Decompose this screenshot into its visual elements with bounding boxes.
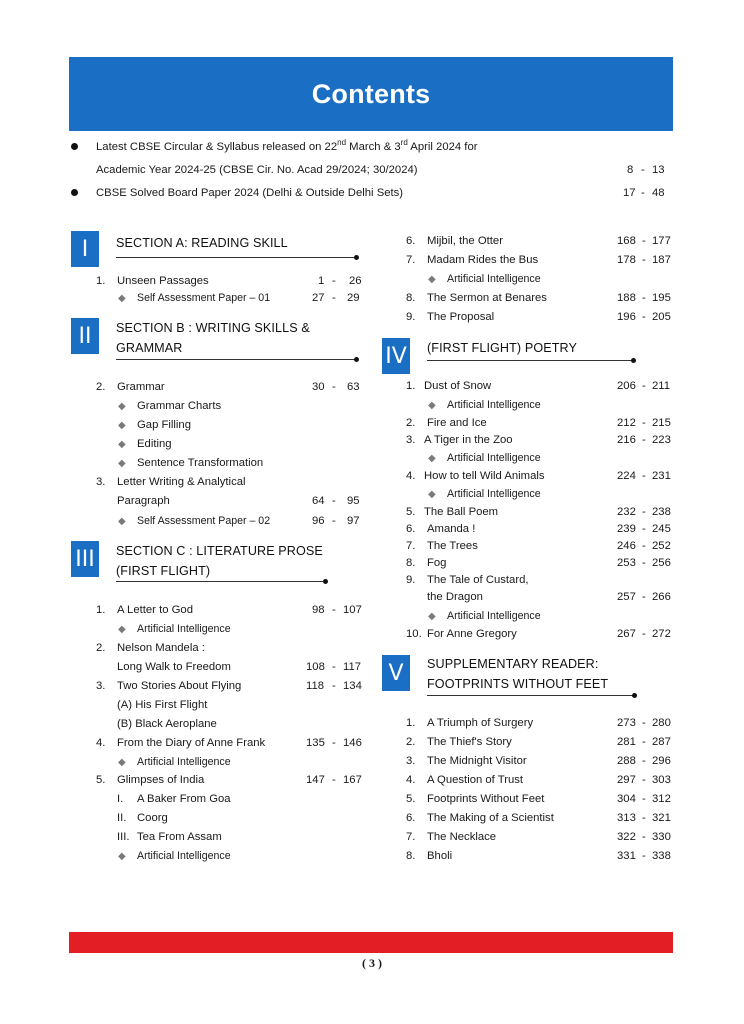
diamond-bullet-icon: ◆ <box>118 420 126 431</box>
sub-item-title: Grammar Charts <box>137 400 222 412</box>
item-number: 1. <box>96 275 106 287</box>
page-from: 1 <box>318 275 325 287</box>
item-number: 9. <box>406 574 416 586</box>
page-dash: - <box>642 417 646 429</box>
page-from: 281 <box>617 736 636 748</box>
page-dash: - <box>642 380 646 392</box>
page-dash: - <box>332 661 336 673</box>
item-title: (A) His First Flight <box>117 699 208 711</box>
section-3-title-line-2: (FIRST FLIGHT) <box>116 564 211 578</box>
item-title: Tea From Assam <box>137 831 222 843</box>
item-title: (B) Black Aeroplane <box>117 718 217 730</box>
page-from: 64 <box>312 495 325 507</box>
diamond-bullet-icon: ◆ <box>428 489 436 500</box>
page-to: 177 <box>652 235 671 247</box>
item-number: 5. <box>96 774 106 786</box>
sub-item-title: Self Assessment Paper – 02 <box>137 515 271 527</box>
item-title: Coorg <box>137 812 168 824</box>
page-dash: - <box>332 275 336 287</box>
section-3-title-line-1: SECTION C : LITERATURE PROSE <box>116 544 323 558</box>
intro-item-2-page-to: 48 <box>652 187 665 199</box>
page-from: 239 <box>617 523 636 535</box>
page-dash: - <box>642 470 646 482</box>
item-number: 2. <box>96 642 106 654</box>
item-number: 2. <box>406 417 416 429</box>
page-dash: - <box>642 557 646 569</box>
item-title: The Tale of Custard, <box>427 574 529 586</box>
item-number: 4. <box>406 774 416 786</box>
page-to: 287 <box>652 736 671 748</box>
page-from: 232 <box>617 506 636 518</box>
item-title: For Anne Gregory <box>427 628 517 640</box>
page-to: 97 <box>347 515 360 527</box>
section-2-rule <box>116 359 356 360</box>
page-dash: - <box>642 793 646 805</box>
sub-item-title: Artificial Intelligence <box>447 399 541 411</box>
page-dash: - <box>642 311 646 323</box>
item-title: Madam Rides the Bus <box>427 254 539 266</box>
item-number: 8. <box>406 557 416 569</box>
page-from: 331 <box>617 850 636 862</box>
sub-item-title: Gap Filling <box>137 419 191 431</box>
page-dash: - <box>332 515 336 527</box>
section-4-title: (FIRST FLIGHT) POETRY <box>427 341 577 355</box>
page-from: 96 <box>312 515 325 527</box>
item-title: The Midnight Visitor <box>427 755 527 767</box>
page-dash: - <box>641 187 645 199</box>
page-to: 266 <box>652 591 671 603</box>
item-roman: III. <box>117 831 130 843</box>
diamond-bullet-icon: ◆ <box>118 293 126 304</box>
item-title: From the Diary of Anne Frank <box>117 737 266 749</box>
page-to: 245 <box>652 523 671 535</box>
page-from: 216 <box>617 434 636 446</box>
page-to: 231 <box>652 470 671 482</box>
sub-item-title: Artificial Intelligence <box>447 610 541 622</box>
item-title: Bholi <box>427 850 453 862</box>
page-from: 135 <box>306 737 325 749</box>
diamond-bullet-icon: ◆ <box>118 458 126 469</box>
page-from: 188 <box>617 292 636 304</box>
item-title: A Tiger in the Zoo <box>424 434 513 446</box>
item-number: 4. <box>96 737 106 749</box>
page-from: 108 <box>306 661 325 673</box>
diamond-bullet-icon: ◆ <box>428 611 436 622</box>
item-title: Amanda ! <box>427 523 476 535</box>
section-5-title-line-2: FOOTPRINTS WITHOUT FEET <box>427 677 609 691</box>
page-to: 167 <box>343 774 362 786</box>
page-from: 30 <box>312 381 325 393</box>
sub-item-title: Artificial Intelligence <box>447 273 541 285</box>
page-dash: - <box>642 540 646 552</box>
item-title: Grammar <box>117 381 165 393</box>
section-2-title-line-1: SECTION B : WRITING SKILLS & <box>116 321 310 335</box>
diamond-bullet-icon: ◆ <box>428 400 436 411</box>
diamond-bullet-icon: ◆ <box>428 453 436 464</box>
diamond-bullet-icon: ◆ <box>118 624 126 635</box>
page-from: 212 <box>617 417 636 429</box>
page-dash: - <box>642 812 646 824</box>
item-title: Paragraph <box>117 495 170 507</box>
page-to: 215 <box>652 417 671 429</box>
item-number: 6. <box>406 523 416 535</box>
page-dash: - <box>642 235 646 247</box>
item-title: Fog <box>427 557 447 569</box>
item-number: 8. <box>406 850 416 862</box>
item-title: Dust of Snow <box>424 380 492 392</box>
bullet-icon <box>71 189 78 196</box>
item-title: Long Walk to Freedom <box>117 661 231 673</box>
page-to: 134 <box>343 680 362 692</box>
page-dash: - <box>642 755 646 767</box>
item-number: 5. <box>406 506 416 518</box>
page-dash: - <box>642 434 646 446</box>
page-dash: - <box>642 717 646 729</box>
item-title: The Proposal <box>427 311 495 323</box>
intro-item-1-line-1: Latest CBSE Circular & Syllabus released on 22nd March & 3rd April 2024 for <box>96 138 478 153</box>
item-roman: II. <box>117 812 127 824</box>
page-to: 63 <box>347 381 360 393</box>
page-to: 330 <box>652 831 671 843</box>
item-number: 3. <box>406 755 416 767</box>
item-title: How to tell Wild Animals <box>424 470 545 482</box>
item-title: The Making of a Scientist <box>427 812 554 824</box>
item-number: 10. <box>406 628 422 640</box>
sub-item-title: Artificial Intelligence <box>137 850 231 862</box>
page-to: 117 <box>343 661 362 673</box>
item-title: the Dragon <box>427 591 483 603</box>
page-dash: - <box>642 523 646 535</box>
page-dash: - <box>332 604 336 616</box>
sub-item-title: Editing <box>137 438 172 450</box>
page-dash: - <box>332 737 336 749</box>
page-from: 257 <box>617 591 636 603</box>
intro-item-1-page-from: 8 <box>627 164 634 176</box>
page-to: 26 <box>349 275 362 287</box>
page-dash: - <box>332 680 336 692</box>
page-dash: - <box>642 292 646 304</box>
page-from: 178 <box>617 254 636 266</box>
diamond-bullet-icon: ◆ <box>118 851 126 862</box>
item-title: A Letter to God <box>117 604 193 616</box>
page-from: 267 <box>617 628 636 640</box>
section-2-numeral: II <box>71 318 99 354</box>
page-dash: - <box>332 292 336 304</box>
page-to: 29 <box>347 292 360 304</box>
page-dash: - <box>332 774 336 786</box>
page-from: 27 <box>312 292 325 304</box>
item-number: 3. <box>406 434 416 446</box>
page-to: 312 <box>652 793 671 805</box>
footer-bar <box>69 932 673 953</box>
page-from: 224 <box>617 470 636 482</box>
item-number: 1. <box>406 380 416 392</box>
sub-item-title: Artificial Intelligence <box>447 488 541 500</box>
item-number: 6. <box>406 235 416 247</box>
bullet-icon <box>71 143 78 150</box>
item-title: Glimpses of India <box>117 774 205 786</box>
item-title: A Question of Trust <box>427 774 524 786</box>
page-to: 107 <box>343 604 362 616</box>
page-dash: - <box>332 381 336 393</box>
item-number: 9. <box>406 311 416 323</box>
page-from: 322 <box>617 831 636 843</box>
item-roman: I. <box>117 793 124 805</box>
item-title: Nelson Mandela : <box>117 642 205 654</box>
item-number: 8. <box>406 292 416 304</box>
page-to: 211 <box>652 380 671 392</box>
intro-item-1-page-to: 13 <box>652 164 665 176</box>
page-to: 272 <box>652 628 671 640</box>
section-3-numeral: III <box>71 541 99 577</box>
page-to: 256 <box>652 557 671 569</box>
item-title: A Baker From Goa <box>137 793 231 805</box>
item-number: 2. <box>96 381 106 393</box>
page-dash: - <box>642 628 646 640</box>
sub-item-title: Sentence Transformation <box>137 457 264 469</box>
intro-item-2: CBSE Solved Board Paper 2024 (Delhi & Outside Delhi Sets) <box>96 187 404 199</box>
page-from: 246 <box>617 540 636 552</box>
diamond-bullet-icon: ◆ <box>118 401 126 412</box>
page-from: 273 <box>617 717 636 729</box>
item-number: 6. <box>406 812 416 824</box>
section-3-rule <box>116 581 325 582</box>
item-number: 3. <box>96 680 106 692</box>
intro-item-1-line-2: Academic Year 2024-25 (CBSE Cir. No. Acad 29/2024; 30/2024) <box>96 164 418 176</box>
diamond-bullet-icon: ◆ <box>118 757 126 768</box>
item-number: 5. <box>406 793 416 805</box>
page-number: ( 3 ) <box>362 956 382 970</box>
page-dash: - <box>642 850 646 862</box>
diamond-bullet-icon: ◆ <box>428 274 436 285</box>
page-to: 303 <box>652 774 671 786</box>
diamond-bullet-icon: ◆ <box>118 439 126 450</box>
page-to: 223 <box>652 434 671 446</box>
page-dash: - <box>642 506 646 518</box>
item-title: The Thief's Story <box>427 736 512 748</box>
section-5-rule <box>427 695 634 696</box>
page-from: 168 <box>617 235 636 247</box>
page-dash: - <box>642 591 646 603</box>
page-dash: - <box>642 254 646 266</box>
page-title: Contents <box>311 78 431 109</box>
item-title: Fire and Ice <box>427 417 487 429</box>
section-4-numeral: IV <box>382 338 410 374</box>
page-to: 205 <box>652 311 671 323</box>
page-to: 238 <box>652 506 671 518</box>
sub-item-title: Artificial Intelligence <box>137 756 231 768</box>
section-1-numeral: I <box>71 231 99 267</box>
sub-item-title: Artificial Intelligence <box>137 623 231 635</box>
item-number: 7. <box>406 254 416 266</box>
page-to: 296 <box>652 755 671 767</box>
item-number: 3. <box>96 476 106 488</box>
section-5-title-line-1: SUPPLEMENTARY READER: <box>427 657 599 671</box>
page-from: 98 <box>312 604 325 616</box>
diamond-bullet-icon: ◆ <box>118 516 126 527</box>
item-number: 4. <box>406 470 416 482</box>
section-1-rule <box>116 257 356 258</box>
item-title: Unseen Passages <box>117 275 209 287</box>
page-to: 338 <box>652 850 671 862</box>
item-number: 7. <box>406 540 416 552</box>
section-5-numeral: V <box>382 655 410 691</box>
item-number: 1. <box>406 717 416 729</box>
page-dash: - <box>642 774 646 786</box>
item-number: 7. <box>406 831 416 843</box>
item-title: Footprints Without Feet <box>427 793 545 805</box>
item-number: 2. <box>406 736 416 748</box>
item-title: A Triumph of Surgery <box>427 717 534 729</box>
page-from: 206 <box>617 380 636 392</box>
page-dash: - <box>642 831 646 843</box>
page-from: 288 <box>617 755 636 767</box>
page-from: 313 <box>617 812 636 824</box>
item-title: The Trees <box>427 540 478 552</box>
contents-header <box>69 57 673 131</box>
item-title: The Necklace <box>427 831 497 843</box>
page-from: 147 <box>306 774 325 786</box>
item-title: Mijbil, the Otter <box>427 235 503 247</box>
page-dash: - <box>332 495 336 507</box>
page-dash: - <box>641 164 645 176</box>
intro-item-2-page-from: 17 <box>623 187 636 199</box>
section-4-rule <box>427 360 633 361</box>
section-2-title-line-2: GRAMMAR <box>116 341 183 355</box>
page-from: 196 <box>617 311 636 323</box>
sub-item-title: Self Assessment Paper – 01 <box>137 292 271 304</box>
page-from: 297 <box>617 774 636 786</box>
page-from: 304 <box>617 793 636 805</box>
item-title: Letter Writing & Analytical <box>117 476 246 488</box>
page-from: 118 <box>306 680 325 692</box>
page-to: 280 <box>652 717 671 729</box>
item-number: 1. <box>96 604 106 616</box>
page-to: 252 <box>652 540 671 552</box>
page-to: 195 <box>652 292 671 304</box>
page-to: 187 <box>652 254 671 266</box>
item-title: The Sermon at Benares <box>427 292 547 304</box>
sub-item-title: Artificial Intelligence <box>447 452 541 464</box>
page-to: 95 <box>347 495 360 507</box>
page-to: 321 <box>652 812 671 824</box>
section-1-title: SECTION A: READING SKILL <box>116 236 288 250</box>
item-title: Two Stories About Flying <box>117 680 242 692</box>
page-from: 253 <box>617 557 636 569</box>
item-title: The Ball Poem <box>424 506 499 518</box>
page-to: 146 <box>343 737 362 749</box>
page-dash: - <box>642 736 646 748</box>
